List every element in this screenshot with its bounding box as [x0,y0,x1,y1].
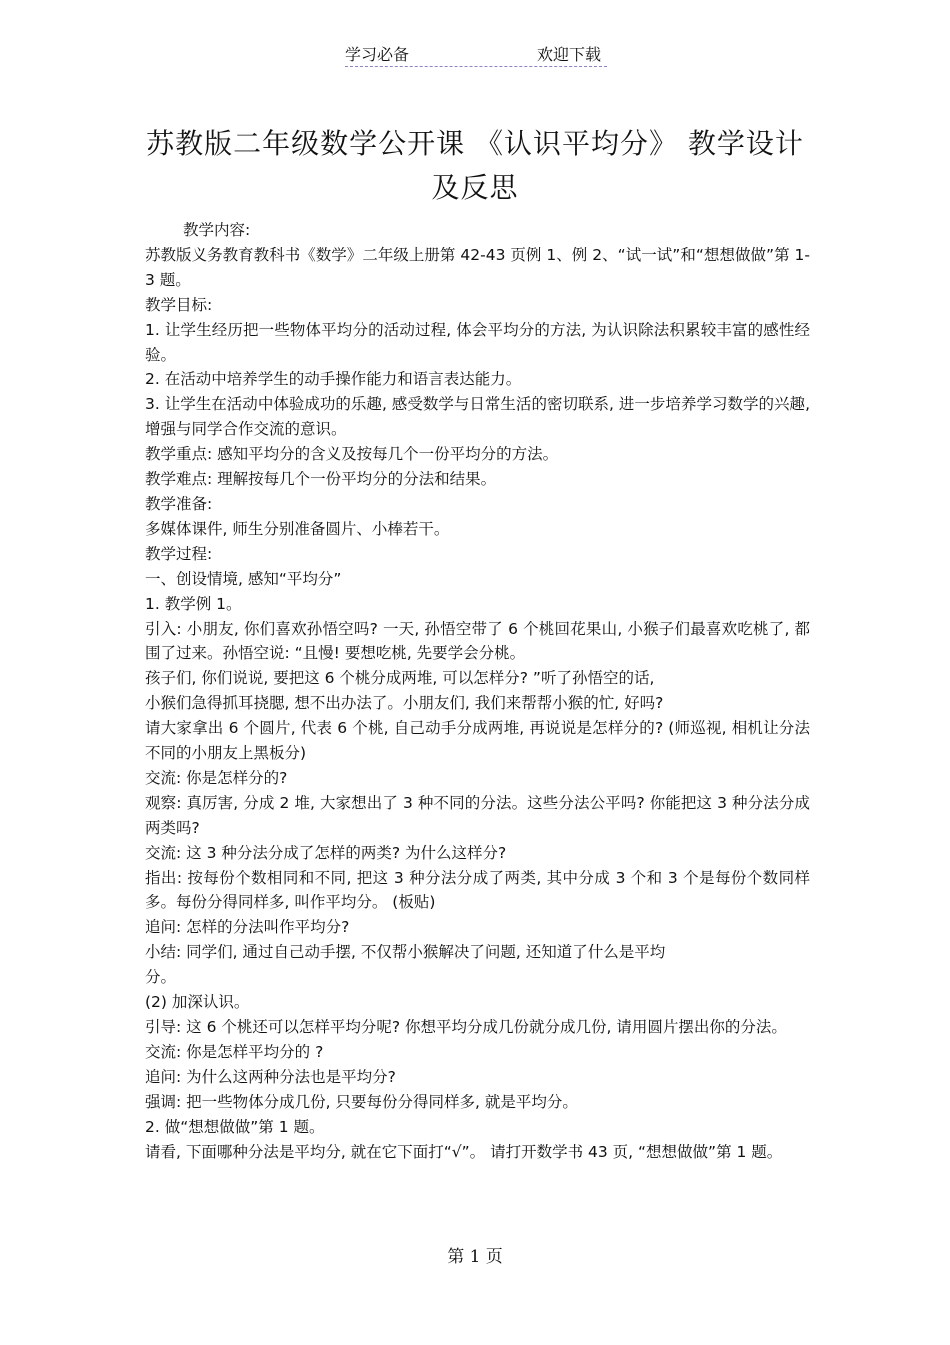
paragraph: 1. 教学例 1。 [145,594,242,613]
paragraph: 3. 让学生在活动中体验成功的乐趣, 感受数学与日常生活的密切联系, 进一步培养学习数学的兴趣, 增强与同学合作交流的意识。 [145,395,810,439]
page-header [345,42,607,67]
paragraph: 小结: 同学们, 通过自己动手摆, 不仅帮小猴解决了问题, 还知道了什么是平均 [145,943,666,962]
paragraph: 教学目标: [145,295,213,314]
paragraph: (2) 加深认识。 [145,993,250,1012]
paragraph: 教学准备: [145,494,213,513]
paragraph: 交流: 你是怎样分的? [145,768,288,787]
header-left-text: 学习必备 [345,45,410,64]
paragraph: 2. 做“想想做做”第 1 题。 [145,1117,325,1136]
paragraph: 教学过程: [145,544,213,563]
paragraph: 多媒体课件, 师生分别准备圆片、小棒若干。 [145,519,450,538]
header-right-text: 欢迎下载 [536,45,601,64]
paragraph: 小猴们急得抓耳挠腮, 想不出办法了。小朋友们, 我们来帮帮小猴的忙, 好吗? [145,694,664,713]
paragraph: 教学难点: 理解按每几个一份平均分的分法和结果。 [145,470,497,489]
paragraph: 追问: 为什么这两种分法也是平均分? [145,1067,396,1086]
paragraph: 2. 在活动中培养学生的动手操作能力和语言表达能力。 [145,370,522,389]
paragraph: 请大家拿出 6 个圆片, 代表 6 个桃, 自己动手分成两堆, 再说说是怎样分的? (师巡视, 相机让分法不同的小朋友上黑板分) [145,719,810,763]
paragraph: 1. 让学生经历把一些物体平均分的活动过程, 体会平均分的方法, 为认识除法积累较丰富的感性经验。 [145,320,810,364]
paragraph: 引导: 这 6 个桃还可以怎样平均分呢? 你想平均分成几份就分成几份, 请用圆片摆出你的分法。 [145,1018,787,1036]
document-title: 苏教版二年级数学公开课 《认识平均分》 教学设计及反思 [146,127,804,204]
paragraph: 请看, 下面哪种分法是平均分, 就在它下面打“√”。 请打开数学书 43 页, “想想做做”第 1 题。 [145,1142,783,1161]
paragraph: 引入: 小朋友, 你们喜欢孙悟空吗? 一天, 孙悟空带了 6 个桃回花果山, 小猴子们最喜欢吃桃了, 都围了过来。孙悟空说: “且慢! 要想吃桃, 先要学会分桃。 [145,619,810,663]
paragraph: 观察: 真厉害, 分成 2 堆, 大家想出了 3 种不同的分法。这些分法公平吗? 你能把这 3 种分法分成两类吗? [145,793,810,837]
paragraph: 指出: 按每份个数相同和不同, 把这 3 种分法分成了两类, 其中分成 3 个和 3 个是每份个数同样多。每份分得同样多, 叫作平均分。 (板贴) [145,868,810,912]
paragraph: 教学重点: 感知平均分的含义及按每几个一份平均分的方法。 [145,445,559,464]
page-number: 第 1 页 [447,1247,503,1267]
paragraph: 交流: 你是怎样平均分的 ? [145,1042,324,1061]
paragraph: 一、创设情境, 感知“平均分” [145,569,342,588]
paragraph: 教学内容: [183,221,251,239]
document-body [145,218,810,1164]
paragraph: 孩子们, 你们说说, 要把这 6 个桃分成两堆, 可以怎样分? ”听了孙悟空的话, [145,669,655,688]
paragraph: 强调: 把一些物体分成几份, 只要每份分得同样多, 就是平均分。 [145,1092,578,1111]
paragraph: 追问: 怎样的分法叫作平均分? [145,918,350,937]
paragraph: 苏教版义务教育教科书《数学》二年级上册第 42-43 页例 1、例 2、“试一试”和“想想做做”第 1-3 题。 [145,245,810,289]
paragraph: 分。 [145,968,177,987]
paragraph: 交流: 这 3 种分法分成了怎样的两类? 为什么这样分? [145,843,507,862]
